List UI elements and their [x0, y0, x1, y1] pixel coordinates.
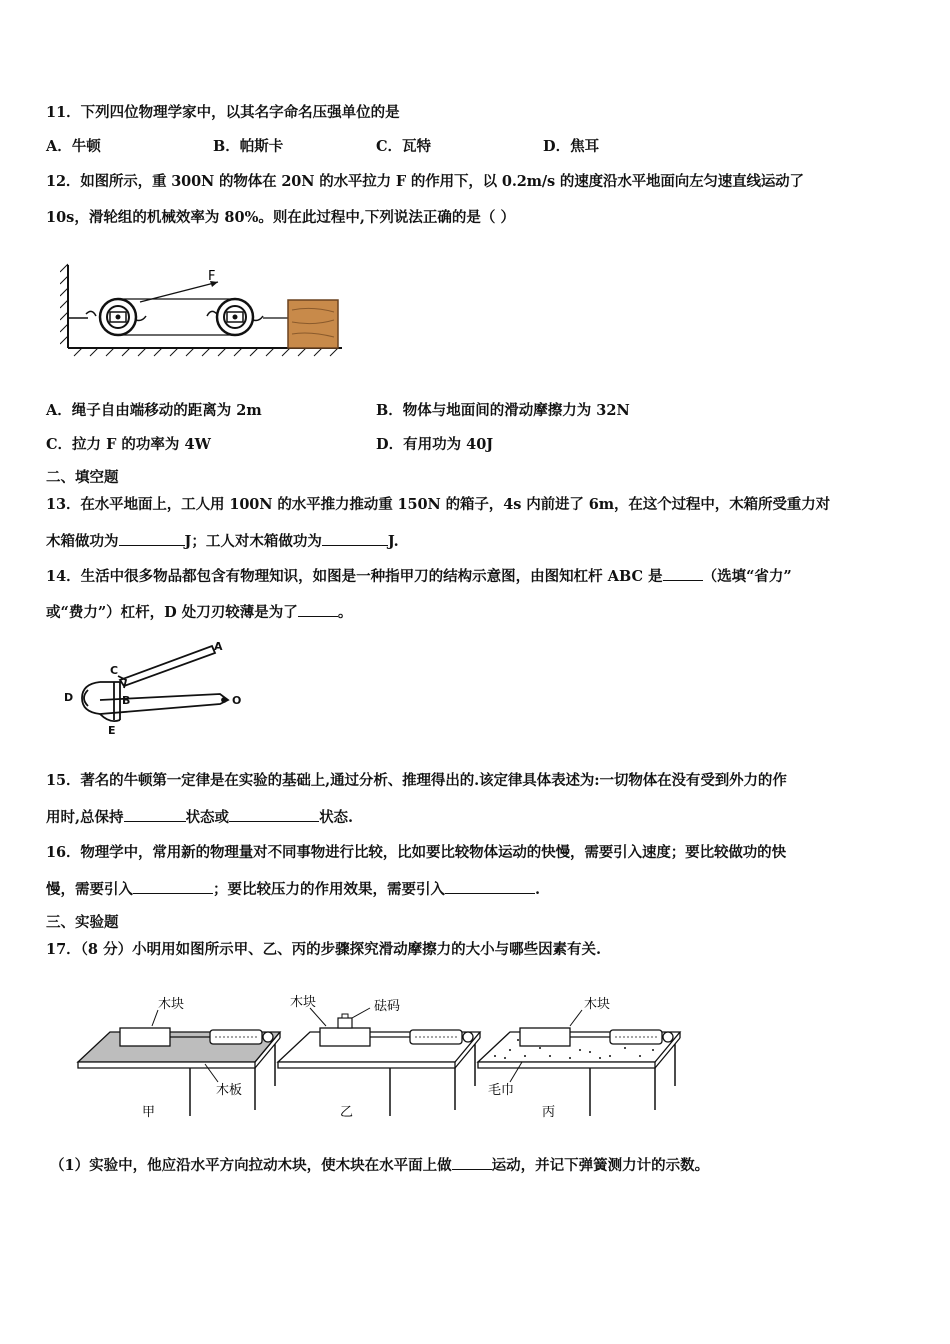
panel-yi [278, 994, 480, 1120]
q12-option-c: C．拉力 F 的功率为 4W [46, 436, 211, 453]
q16-line1: 16．物理学中，常用新的物理量对不同事物进行比较，比如要比较物体运动的快慢，需要引入速度；要比较做功的快 [46, 844, 786, 861]
jia-panel-label: 甲 [142, 1105, 156, 1120]
q13-line2: 木箱做功为 J；工人对木箱做功为 J. [46, 533, 399, 550]
q17-sub1: （1）实验中，他应沿水平方向拉动木块，使木块在水平面上做 运动，并记下弹簧测力计的示数。 [50, 1157, 710, 1174]
q14-blank-2[interactable] [298, 602, 338, 617]
q15-blank-2[interactable] [229, 807, 319, 822]
q12-option-b: B．物体与地面间的滑动摩擦力为 32N [376, 402, 630, 419]
q16-blank-2[interactable] [445, 879, 535, 894]
bing-block-label: 木块 [584, 997, 611, 1012]
yi-weight-label: 砝码 [374, 999, 401, 1014]
q14-label-c: C [110, 664, 119, 677]
q14-label-b: B [122, 694, 131, 707]
q11-option-a: A．牛顿 [46, 138, 101, 155]
q11-option-b: B．帕斯卡 [213, 138, 284, 155]
q14-label-a: A [214, 640, 223, 653]
yi-block-label: 木块 [290, 995, 317, 1010]
q16-line2: 慢，需要引入 ；要比较压力的作用效果，需要引入 . [46, 881, 541, 898]
q13-line1: 13．在水平地面上，工人用 100N 的水平推力推动重 150N 的箱子，4s 内前进了 6m，在这个过程中，木箱所受重力对 [46, 496, 830, 513]
panel-jia [78, 996, 280, 1120]
section-experiment-title: 三、实验题 [46, 914, 119, 931]
q15-blank-1[interactable] [124, 807, 186, 822]
yi-panel-label: 乙 [340, 1105, 354, 1120]
q14-blank-1[interactable] [663, 566, 703, 581]
bing-panel-label: 丙 [542, 1105, 556, 1120]
jia-block-label: 木块 [158, 997, 185, 1012]
q12-stem-line2: 10s，滑轮组的机械效率为 80%。则在此过程中,下列说法正确的是（ ） [46, 209, 515, 226]
q14-label-o: O [232, 694, 242, 707]
q11-stem: 11．下列四位物理学家中，以其名字命名压强单位的是 [46, 104, 400, 121]
q14-line1: 14．生活中很多物品都包含有物理知识，如图是一种指甲刀的结构示意图，由图知杠杆 ABC 是 （选填“省力” [46, 568, 792, 585]
q11-option-d: D．焦耳 [543, 138, 600, 155]
q14-label-d: D [64, 691, 74, 704]
q15-line1: 15．著名的牛顿第一定律是在实验的基础上,通过分析、推理得出的.该定律具体表述为:一切物体在没有受到外力的作 [46, 772, 787, 789]
q12-option-a: A．绳子自由端移动的距离为 2m [46, 402, 262, 419]
bing-towel-label: 毛巾 [488, 1083, 515, 1098]
q14-line2: 或“费力”）杠杆，D 处刀刃较薄是为了 。 [46, 604, 353, 621]
q12-pulley-figure [60, 260, 350, 360]
q12-stem-line1: 12．如图所示，重 300N 的物体在 20N 的水平拉力 F 的作用下，以 0.2m/s 的速度沿水平地面向左匀速直线运动了 [46, 173, 804, 190]
q17-stem: 17．（8 分）小明用如图所示甲、乙、丙的步骤探究滑动摩擦力的大小与哪些因素有关. [46, 941, 602, 958]
q12-force-label: F [208, 269, 216, 284]
q17-blank-1[interactable] [452, 1155, 492, 1170]
q17-experiment-figure [70, 990, 690, 1125]
panel-bing [478, 996, 680, 1120]
q13-blank-1[interactable] [119, 531, 185, 546]
q14-label-e: E [108, 724, 116, 737]
q16-blank-1[interactable] [133, 879, 213, 894]
jia-board-label: 木板 [216, 1083, 243, 1098]
q13-blank-2[interactable] [322, 531, 388, 546]
q15-line2: 用时,总保持 状态或 状态. [46, 809, 354, 826]
section-fill-in-title: 二、填空题 [46, 469, 119, 486]
q12-option-d: D．有用功为 40J [376, 436, 494, 453]
q14-nail-clipper-figure [60, 638, 250, 738]
q11-option-c: C．瓦特 [376, 138, 432, 155]
